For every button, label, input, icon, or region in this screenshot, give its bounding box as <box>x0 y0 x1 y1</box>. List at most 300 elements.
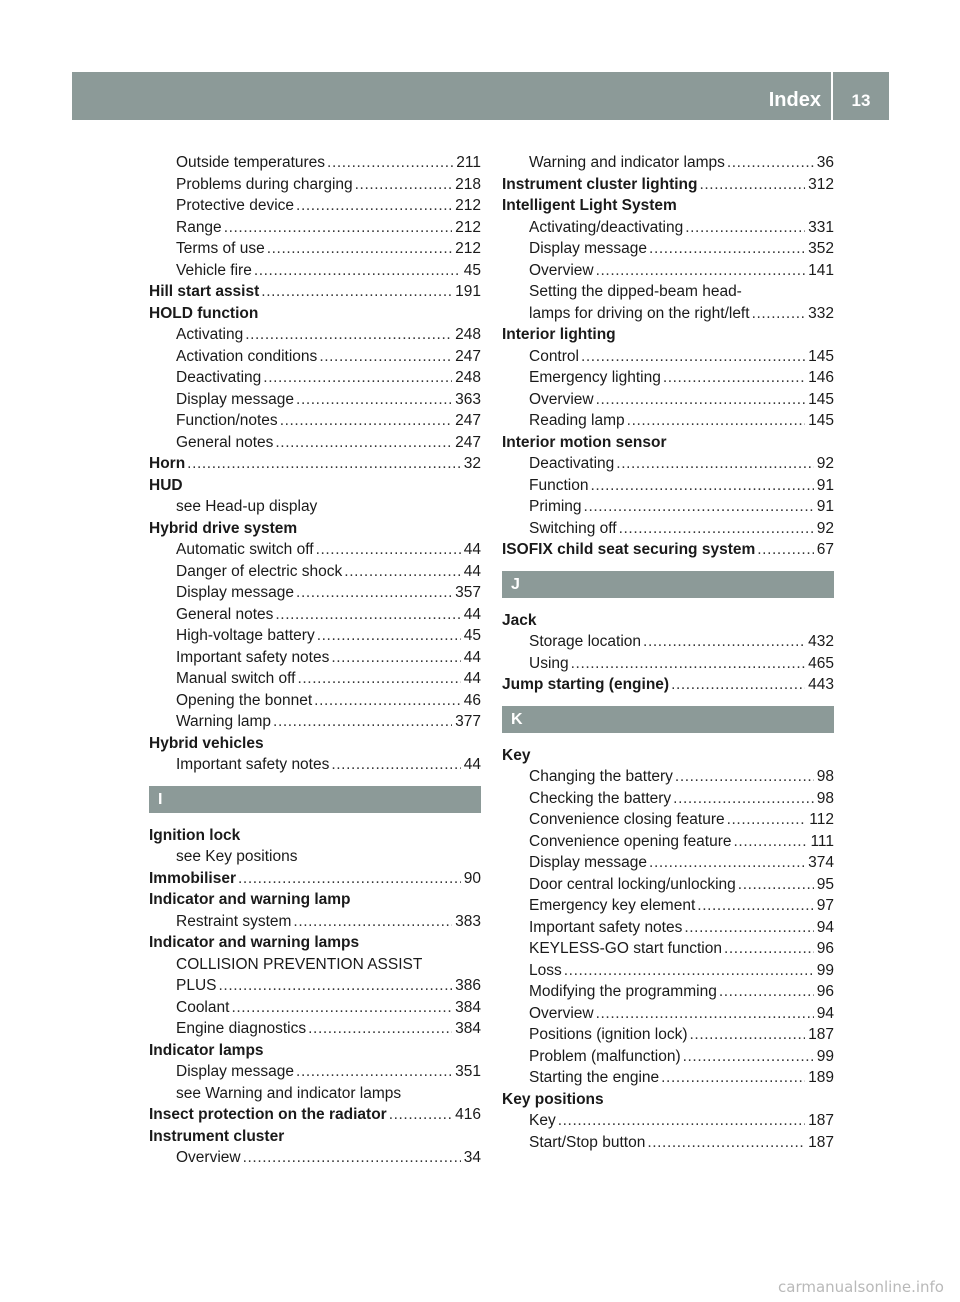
dot-leader <box>267 238 452 260</box>
entry-label: Problems during charging <box>176 175 353 193</box>
index-entry <box>502 610 834 632</box>
index-subentry <box>502 496 834 518</box>
entry-label: Important safety notes <box>529 918 683 936</box>
dot-leader <box>263 367 452 389</box>
entry-page-number: 443 <box>808 676 834 693</box>
entry-page-number: 44 <box>463 605 481 623</box>
entry-page-number: 374 <box>808 854 834 871</box>
entry-label: Manual switch off <box>176 670 296 687</box>
index-subentry <box>502 260 834 282</box>
entry-label: Jump starting (engine) <box>502 676 670 693</box>
dot-leader <box>727 809 807 831</box>
index-entry <box>149 868 481 890</box>
entry-label: Modifying the programming <box>529 983 717 1000</box>
dot-leader <box>219 975 453 997</box>
entry-label: Coolant <box>176 998 230 1016</box>
entry-page-number: 112 <box>809 811 834 828</box>
entry-page-number: 218 <box>455 175 481 193</box>
entry-label: Hill start assist <box>149 283 260 300</box>
entry-label: Key <box>502 746 531 764</box>
entry-label: Display message <box>529 240 648 257</box>
dot-leader <box>684 917 813 939</box>
index-entry <box>149 518 481 540</box>
entry-label: Terms of use <box>176 240 265 257</box>
index-subentry <box>149 496 481 518</box>
entry-page-number: 67 <box>816 541 834 558</box>
entry-page-number: 383 <box>455 912 481 930</box>
dot-leader <box>319 346 452 368</box>
dot-leader <box>254 260 461 282</box>
entry-label: Start/Stop button <box>529 1133 646 1151</box>
entry-label: Indicator and warning lamp <box>149 891 351 908</box>
entry-label: Key positions <box>502 1090 604 1108</box>
entry-label: Switching off <box>529 519 617 537</box>
entry-label: High-voltage battery <box>176 627 315 644</box>
entry-label: Interior motion sensor <box>502 433 667 451</box>
entry-page-number: 145 <box>808 412 834 429</box>
dot-leader <box>719 981 814 1003</box>
dot-leader <box>280 410 452 432</box>
entry-label: Hybrid vehicles <box>149 734 264 752</box>
index-subentry <box>502 281 834 303</box>
index-subentry <box>149 846 481 868</box>
entry-page-number: 98 <box>816 789 834 807</box>
letter-heading: I <box>149 786 481 813</box>
dot-leader <box>690 1024 806 1046</box>
index-subentry <box>149 389 481 411</box>
entry-label: see Warning and indicator lamps <box>176 1084 402 1102</box>
entry-label: Activating/deactivating <box>529 218 684 236</box>
dot-leader <box>245 324 452 346</box>
entry-label: Convenience closing feature <box>529 811 725 828</box>
letter-heading: J <box>502 571 834 598</box>
index-subentry <box>502 475 834 497</box>
index-subentry <box>149 195 481 217</box>
dot-leader <box>308 1018 452 1040</box>
entry-page-number: 91 <box>816 498 834 515</box>
entry-page-number: 44 <box>463 562 481 580</box>
index-subentry <box>502 389 834 411</box>
entry-label: HUD <box>149 476 183 494</box>
index-subentry <box>502 346 834 368</box>
dot-leader <box>296 195 452 217</box>
dot-leader <box>673 788 814 810</box>
entry-page-number: 141 <box>808 261 834 279</box>
entry-page-number: 111 <box>810 832 834 850</box>
index-subentry <box>502 1132 834 1154</box>
entry-label: Overview <box>176 1149 241 1166</box>
entry-page-number: 191 <box>455 283 481 300</box>
entry-label: Starting the engine <box>529 1069 660 1086</box>
dot-leader <box>649 852 805 874</box>
index-subentry <box>149 367 481 389</box>
entry-page-number: 146 <box>808 369 834 386</box>
dot-leader <box>571 653 805 675</box>
index-column-right <box>502 152 834 1153</box>
entry-label: ISOFIX child seat securing system <box>502 541 756 558</box>
index-entry <box>149 932 481 954</box>
entry-label: Automatic switch off <box>176 541 314 558</box>
entry-label: Interior lighting <box>502 326 616 343</box>
entry-label: Function <box>529 476 589 494</box>
entry-page-number: 377 <box>455 713 481 730</box>
entry-page-number: 247 <box>455 433 481 451</box>
index-entry <box>502 674 834 696</box>
entry-label: Ignition lock <box>149 826 241 844</box>
entry-label: Vehicle fire <box>176 261 252 279</box>
entry-page-number: 96 <box>816 940 834 957</box>
entry-label: Important safety notes <box>176 756 330 773</box>
dot-leader <box>293 911 452 933</box>
entry-page-number: 465 <box>808 654 834 672</box>
dot-leader <box>243 1147 461 1169</box>
entry-page-number: 386 <box>455 977 481 994</box>
dot-leader <box>275 432 452 454</box>
index-subentry <box>149 260 481 282</box>
entry-page-number: 97 <box>816 897 834 914</box>
entry-label: Intelligent Light System <box>502 197 677 214</box>
dot-leader <box>344 561 460 583</box>
entry-label: Setting the dipped-beam head- <box>529 283 742 300</box>
entry-label: General notes <box>176 433 274 451</box>
index-entry <box>502 195 834 217</box>
index-subentry <box>149 561 481 583</box>
dot-leader <box>627 410 805 432</box>
index-subentry <box>149 604 481 626</box>
index-entry <box>149 453 481 475</box>
entry-page-number: 46 <box>463 691 481 709</box>
index-subentry <box>502 1046 834 1068</box>
index-subentry <box>502 809 834 831</box>
entry-page-number: 96 <box>816 983 834 1000</box>
entry-label: Outside temperatures <box>176 154 326 171</box>
entry-label: Storage location <box>529 633 642 650</box>
index-subentry <box>502 453 834 475</box>
dot-leader <box>231 997 452 1019</box>
entry-page-number: 352 <box>808 240 834 257</box>
index-subentry <box>149 1018 481 1040</box>
index-subentry <box>149 1061 481 1083</box>
index-subentry <box>502 518 834 540</box>
index-subentry <box>502 917 834 939</box>
entry-page-number: 384 <box>455 1020 481 1037</box>
entry-label: General notes <box>176 605 274 623</box>
entry-label: Indicator lamps <box>149 1041 264 1059</box>
entry-page-number: 44 <box>463 756 481 773</box>
index-subentry <box>502 981 834 1003</box>
dot-leader <box>675 766 814 788</box>
entry-page-number: 92 <box>816 519 834 537</box>
dot-leader <box>316 539 461 561</box>
entry-label: Overview <box>529 1004 594 1022</box>
entry-page-number: 384 <box>455 998 481 1016</box>
index-subentry <box>149 539 481 561</box>
dot-leader <box>296 1061 452 1083</box>
index-subentry <box>149 954 481 976</box>
entry-label: Overview <box>529 261 594 279</box>
entry-label: Activating <box>176 326 244 343</box>
dot-leader <box>296 582 452 604</box>
entry-label: lamps for driving on the right/left <box>529 304 750 322</box>
entry-page-number: 187 <box>808 1133 834 1151</box>
index-subentry <box>502 831 834 853</box>
index-subentry <box>149 647 481 669</box>
entry-label: Indicator and warning lamps <box>149 934 360 951</box>
entry-page-number: 416 <box>455 1106 481 1123</box>
index-subentry <box>502 1024 834 1046</box>
index-entry <box>149 1040 481 1062</box>
index-subentry <box>502 367 834 389</box>
index-entry <box>502 432 834 454</box>
entry-label: Warning and indicator lamps <box>529 154 725 171</box>
index-subentry <box>502 788 834 810</box>
entry-label: Priming <box>529 498 582 515</box>
dot-leader <box>584 496 814 518</box>
dot-leader <box>238 868 461 890</box>
dot-leader <box>685 217 805 239</box>
index-subentry <box>149 1147 481 1169</box>
index-subentry <box>149 346 481 368</box>
entry-label: Display message <box>176 1063 295 1080</box>
entry-page-number: 187 <box>808 1112 834 1129</box>
index-entry <box>149 303 481 325</box>
dot-leader <box>314 690 461 712</box>
dot-leader <box>224 217 452 239</box>
entry-label: see Key positions <box>176 848 298 865</box>
entry-label: Using <box>529 654 569 672</box>
index-entry <box>502 174 834 196</box>
dot-leader <box>596 389 806 411</box>
entry-page-number: 211 <box>456 154 481 171</box>
entry-label: Range <box>176 218 222 236</box>
entry-label: Loss <box>529 961 562 979</box>
dot-leader <box>649 238 805 260</box>
dot-leader <box>647 1132 805 1154</box>
entry-page-number: 94 <box>816 918 834 936</box>
entry-label: Display message <box>529 854 648 871</box>
dot-leader <box>581 346 805 368</box>
dot-leader <box>616 453 813 475</box>
entry-page-number: 248 <box>455 326 481 343</box>
index-entry <box>149 281 481 303</box>
entry-page-number: 247 <box>455 412 481 429</box>
dot-leader <box>590 475 813 497</box>
header-bar <box>72 72 889 120</box>
entry-label: Problem (malfunction) <box>529 1047 681 1065</box>
letter-heading: K <box>502 706 834 733</box>
entry-page-number: 145 <box>808 390 834 408</box>
index-subentry <box>149 324 481 346</box>
dot-leader <box>724 938 814 960</box>
entry-page-number: 44 <box>463 670 481 687</box>
index-subentry <box>149 754 481 776</box>
index-subentry <box>149 690 481 712</box>
entry-page-number: 45 <box>463 627 481 644</box>
entry-page-number: 32 <box>463 455 481 472</box>
entry-page-number: 212 <box>455 197 481 214</box>
index-subentry <box>149 997 481 1019</box>
entry-label: Door central locking/unlocking <box>529 875 736 893</box>
entry-label: Display message <box>176 390 295 408</box>
dot-leader <box>699 174 805 196</box>
dot-leader <box>671 674 805 696</box>
section-title: Index <box>768 89 821 111</box>
dot-leader <box>558 1110 805 1132</box>
index-subentry <box>149 1083 481 1105</box>
index-subentry <box>502 938 834 960</box>
dot-leader <box>734 831 808 853</box>
index-entry <box>149 889 481 911</box>
index-subentry <box>502 874 834 896</box>
dot-leader <box>275 604 460 626</box>
entry-page-number: 95 <box>816 875 834 893</box>
entry-label: Emergency lighting <box>529 369 661 386</box>
index-entry <box>149 475 481 497</box>
entry-label: Key <box>529 1112 556 1129</box>
index-subentry <box>502 631 834 653</box>
index-subentry <box>502 960 834 982</box>
index-subentry <box>149 410 481 432</box>
entry-label: Emergency key element <box>529 897 696 914</box>
entry-page-number: 91 <box>816 476 834 494</box>
entry-label: Hybrid drive system <box>149 519 298 537</box>
entry-label: Overview <box>529 390 594 408</box>
entry-page-number: 36 <box>816 154 834 171</box>
entry-label: Engine diagnostics <box>176 1020 307 1037</box>
entry-page-number: 187 <box>808 1026 834 1043</box>
entry-page-number: 44 <box>463 541 481 558</box>
entry-label: COLLISION PREVENTION ASSIST <box>176 955 423 973</box>
dot-leader <box>619 518 814 540</box>
entry-label: Checking the battery <box>529 789 672 807</box>
entry-label: Opening the bonnet <box>176 691 313 709</box>
dot-leader <box>317 625 461 647</box>
entry-page-number: 99 <box>816 1047 834 1065</box>
entry-page-number: 145 <box>808 347 834 365</box>
entry-label: Changing the battery <box>529 768 673 785</box>
index-entry <box>502 1089 834 1111</box>
index-subentry <box>502 766 834 788</box>
dot-leader <box>297 668 460 690</box>
dot-leader <box>273 711 452 733</box>
entry-label: Horn <box>149 455 186 472</box>
entry-label: Protective device <box>176 197 295 214</box>
entry-label: Deactivating <box>529 455 615 472</box>
entry-page-number: 312 <box>808 175 834 193</box>
index-entry <box>149 733 481 755</box>
entry-page-number: 98 <box>816 768 834 785</box>
index-subentry <box>502 410 834 432</box>
index-subentry <box>149 975 481 997</box>
dot-leader <box>187 453 461 475</box>
entry-label: Convenience opening feature <box>529 832 732 850</box>
index-subentry <box>149 432 481 454</box>
index-entry <box>149 1126 481 1148</box>
dot-leader <box>296 389 452 411</box>
index-subentry <box>502 1067 834 1089</box>
dot-leader <box>261 281 452 303</box>
entry-page-number: 363 <box>455 390 481 408</box>
entry-page-number: 248 <box>455 369 481 386</box>
entry-label: Activation conditions <box>176 347 318 365</box>
entry-page-number: 44 <box>463 648 481 666</box>
index-subentry <box>502 1110 834 1132</box>
index-subentry <box>502 152 834 174</box>
dot-leader <box>596 1003 814 1025</box>
dot-leader <box>355 174 453 196</box>
index-subentry <box>149 668 481 690</box>
dot-leader <box>683 1046 814 1068</box>
entry-page-number: 432 <box>808 633 834 650</box>
entry-page-number: 99 <box>816 961 834 979</box>
index-subentry <box>149 625 481 647</box>
entry-label: see Head-up display <box>176 498 318 515</box>
dot-leader <box>752 303 806 325</box>
entry-label: Insect protection on the radiator <box>149 1106 387 1123</box>
index-subentry <box>502 303 834 325</box>
entry-page-number: 94 <box>816 1004 834 1022</box>
entry-label: Restraint system <box>176 912 292 930</box>
entry-page-number: 247 <box>455 347 481 365</box>
entry-label: Deactivating <box>176 369 262 386</box>
dot-leader <box>643 631 805 653</box>
entry-page-number: 34 <box>463 1149 481 1166</box>
index-entry <box>502 745 834 767</box>
entry-label: Jack <box>502 611 537 629</box>
entry-label: HOLD function <box>149 304 259 322</box>
entry-label: Warning lamp <box>176 713 272 730</box>
index-column-left <box>149 152 481 1169</box>
entry-label: Reading lamp <box>529 412 625 429</box>
entry-label: Function/notes <box>176 412 278 429</box>
index-subentry <box>502 1003 834 1025</box>
dot-leader <box>331 647 460 669</box>
entry-page-number: 212 <box>455 240 481 257</box>
index-subentry <box>502 653 834 675</box>
index-entry <box>149 825 481 847</box>
entry-page-number: 357 <box>455 584 481 601</box>
entry-label: Danger of electric shock <box>176 562 343 580</box>
index-subentry <box>502 238 834 260</box>
entry-label: Positions (ignition lock) <box>529 1026 688 1043</box>
index-entry <box>149 1104 481 1126</box>
entry-label: Immobiliser <box>149 869 236 887</box>
entry-page-number: 212 <box>455 218 481 236</box>
dot-leader <box>327 152 453 174</box>
entry-page-number: 92 <box>816 455 834 472</box>
entry-label: Instrument cluster <box>149 1127 285 1145</box>
dot-leader <box>389 1104 452 1126</box>
dot-leader <box>331 754 460 776</box>
entry-page-number: 331 <box>808 218 834 236</box>
dot-leader <box>697 895 813 917</box>
index-subentry <box>149 911 481 933</box>
index-subentry <box>149 217 481 239</box>
entry-page-number: 90 <box>463 869 481 887</box>
page-number: 13 <box>851 91 871 110</box>
index-subentry <box>502 217 834 239</box>
dot-leader <box>727 152 814 174</box>
entry-page-number: 351 <box>455 1063 481 1080</box>
index-subentry <box>502 852 834 874</box>
entry-label: Important safety notes <box>176 648 330 666</box>
dot-leader <box>596 260 806 282</box>
index-subentry <box>149 152 481 174</box>
index-subentry <box>149 711 481 733</box>
entry-page-number: 332 <box>808 304 834 322</box>
index-subentry <box>502 895 834 917</box>
index-subentry <box>149 174 481 196</box>
